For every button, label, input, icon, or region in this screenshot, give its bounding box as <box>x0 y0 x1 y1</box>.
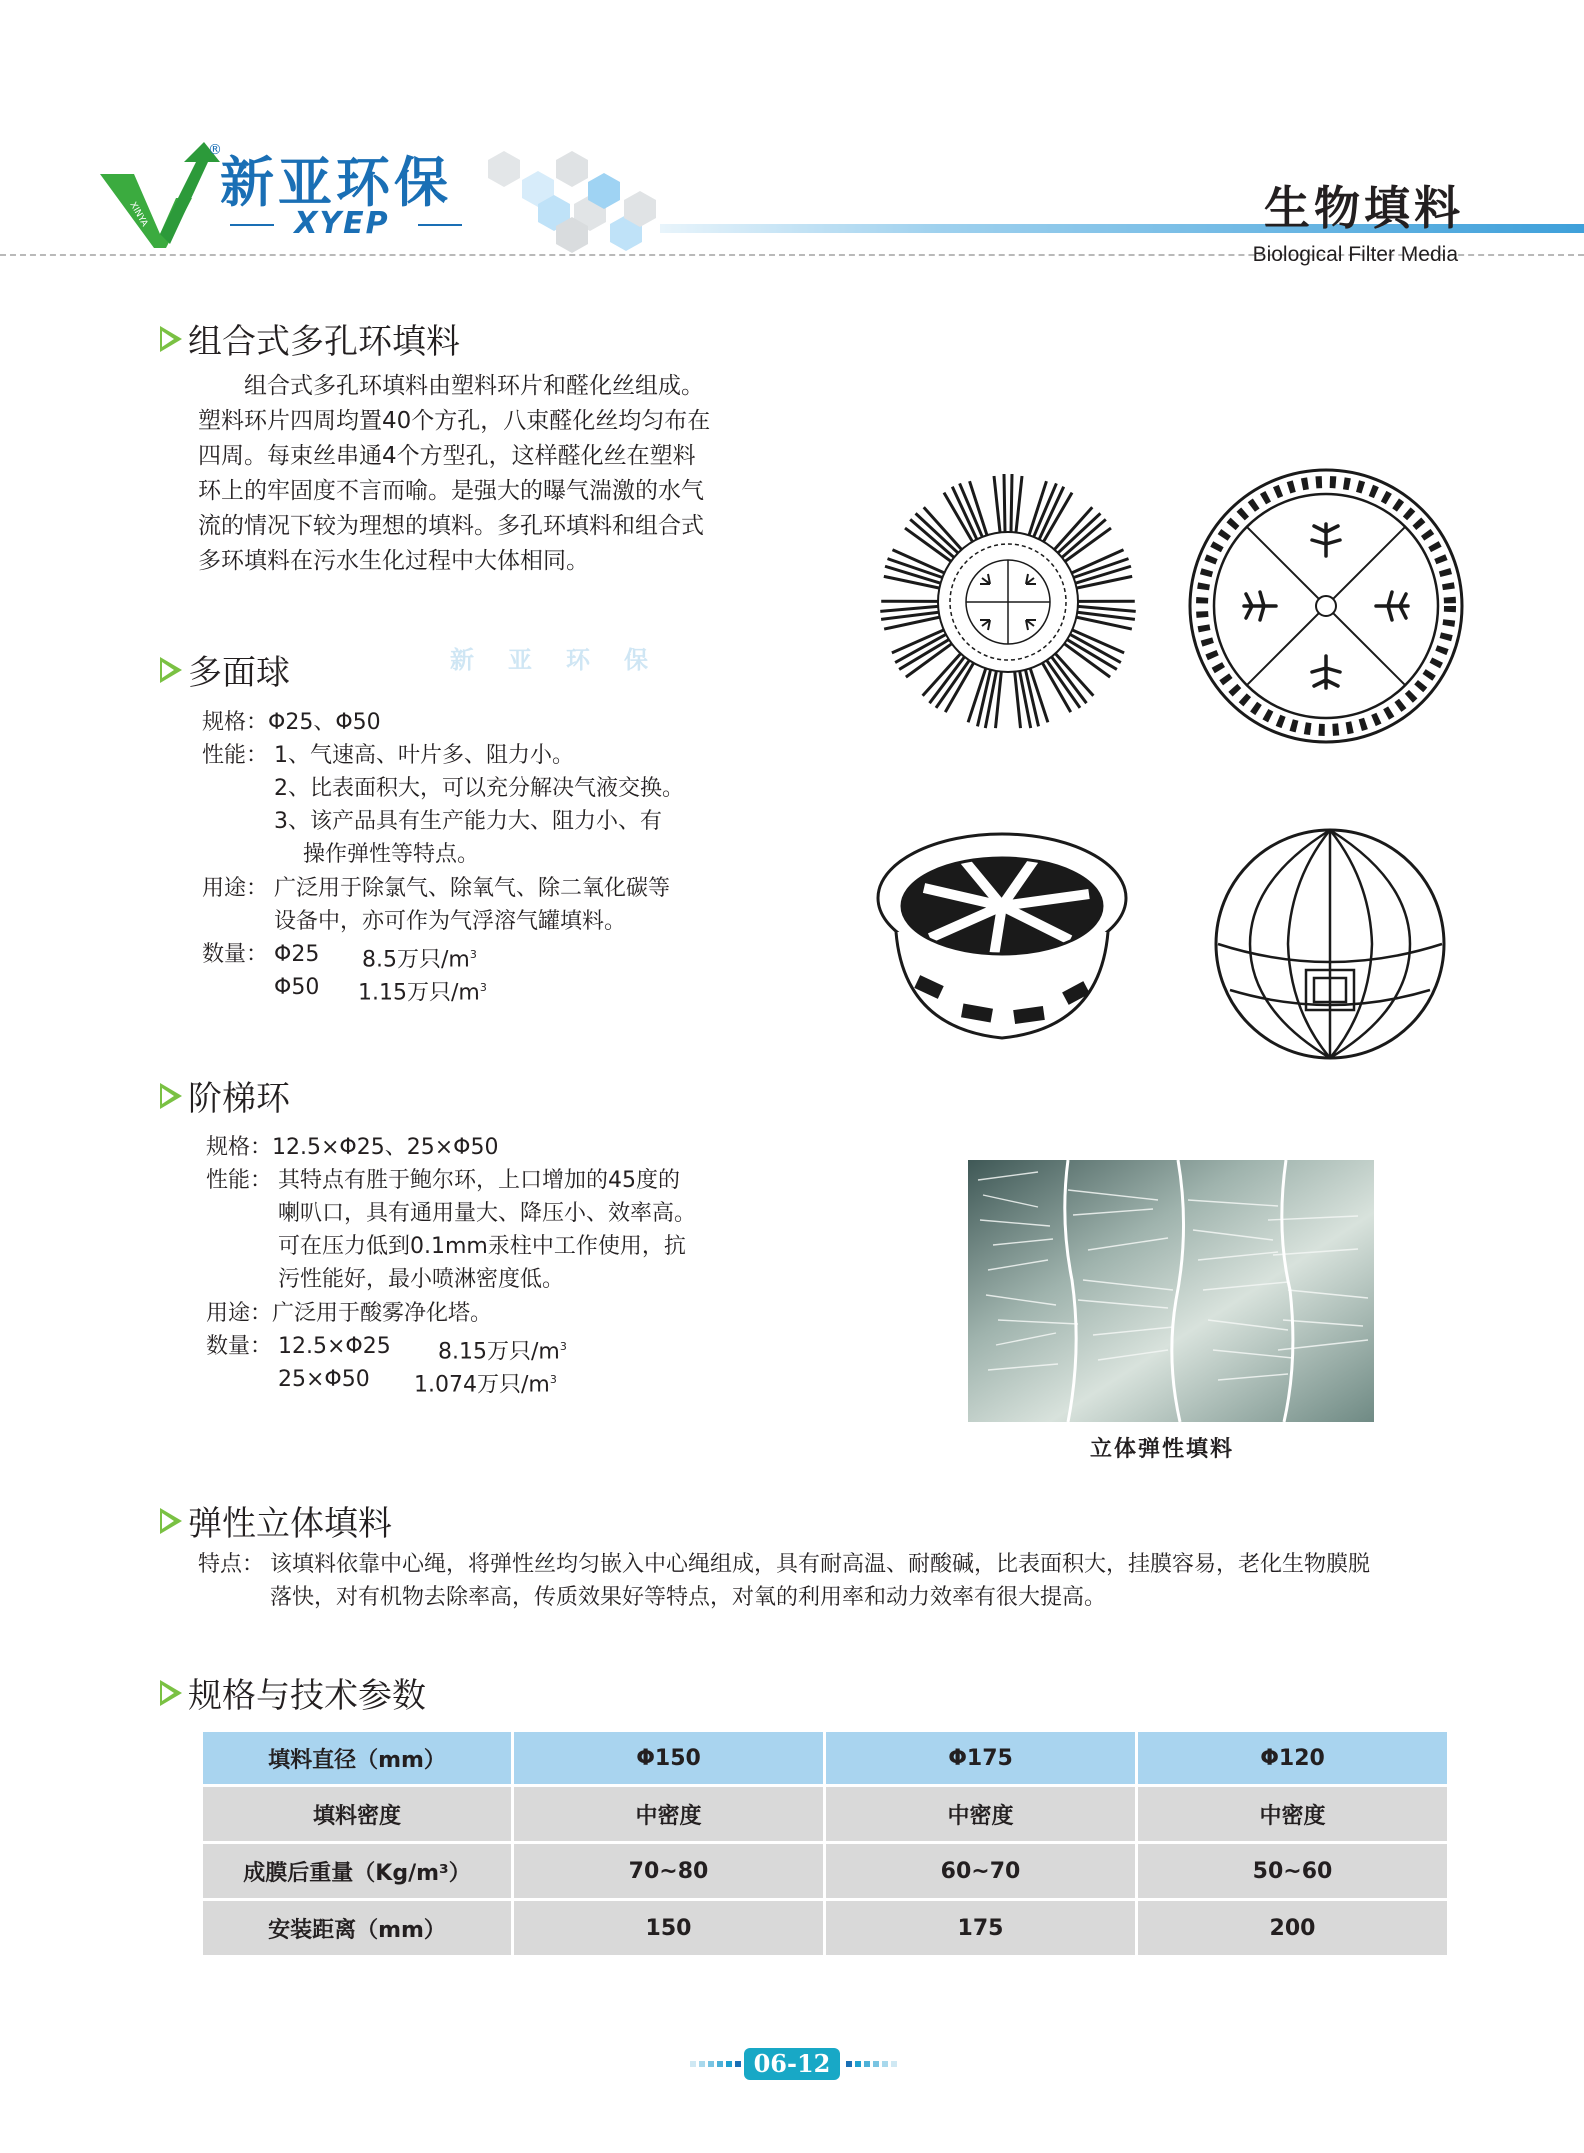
section-heading-step-ring: 阶梯环 <box>160 1071 290 1120</box>
section-heading-multi-hole-ring: 组合式多孔环填料 <box>160 314 460 363</box>
quantity-row: Φ50 1.15万只$/m^3$ <box>274 975 487 1006</box>
quantity-row: 12.5×Φ25 8.15万只$/m^3$ <box>278 1334 567 1365</box>
section-heading-polyhedral-ball: 多面球 <box>160 645 290 694</box>
quantity-label: 数量： <box>202 942 269 967</box>
polyhedral-ball-illustration <box>1210 820 1450 1070</box>
elastic-filler-photo <box>968 1160 1374 1422</box>
hexagon-decoration-icon <box>468 148 678 258</box>
features-label: 特点： <box>198 1552 265 1577</box>
page-number-badge: 06-12 <box>744 2048 840 2080</box>
section-heading-specs: 规格与技术参数 <box>160 1668 426 1717</box>
logo-emblem-icon <box>96 140 226 250</box>
performance-label: 性能： <box>202 743 269 768</box>
table-cell: 150 <box>513 1900 825 1957</box>
table-header-cell: Φ120 <box>1137 1731 1449 1786</box>
table-row <box>202 1900 1449 1957</box>
table-cell: 填料密度 <box>202 1786 513 1843</box>
bullet-triangle-icon <box>160 657 182 683</box>
table-row <box>202 1786 1449 1843</box>
page-title: 生物填料 <box>1264 181 1464 235</box>
table-header-cell: 填料直径（mm） <box>202 1731 513 1786</box>
photo-caption: 立体弹性填料 <box>1090 1437 1235 1462</box>
bullet-triangle-icon <box>160 1508 182 1534</box>
performance-label: 性能： <box>206 1168 273 1193</box>
footer-dots-right-icon <box>846 2060 898 2068</box>
section-heading-elastic-filler: 弹性立体填料 <box>160 1496 392 1545</box>
fiber-ring-illustration <box>878 472 1138 732</box>
multi-hole-ring-description: 组合式多孔环填料由塑料环片和醛化丝组成。 塑料环片四周均置40个方孔，八束醛化丝均匀布在 四周。每束丝串通4个方型孔，这样醛化丝在塑料 环上的牢固度不言而喻。是强大的曝气湍激的水气 流的情况下较为理想的填料。多孔环填料和组合式 多环填料在污水生化过程中大体相同。 <box>198 373 711 574</box>
logo-chinese-name: 新亚环保 <box>220 150 452 214</box>
features-text: 该填料依靠中心绳，将弹性丝均匀嵌入中心绳组成，具有耐高温、耐酸碱，比表面积大，挂膜容易，老化生物膜脱 落快，对有机物去除率高，传质效果好等特点，对氧的利用率和动力效率有很大提高。 <box>270 1552 1371 1610</box>
table-cell: 中密度 <box>825 1786 1137 1843</box>
performance-text: 1、气速高、叶片多、阻力小。 2、比表面积大，可以充分解决气液交换。 3、该产品具有生产能力大、阻力小、有 操作弹性等特点。 <box>274 743 684 867</box>
multi-hole-ring-illustration <box>1186 466 1466 746</box>
svg-text:XINYA: XINYA <box>127 200 150 229</box>
table-cell: 成膜后重量（Kg/m³） <box>202 1843 513 1900</box>
table-cell: 中密度 <box>1137 1786 1449 1843</box>
table-header-cell: Φ175 <box>825 1731 1137 1786</box>
usage-text: 广泛用于除氯气、除氧气、除二氧化碳等 设备中，亦可作为气浮溶气罐填料。 <box>274 876 671 934</box>
bullet-triangle-icon <box>160 1680 182 1706</box>
table-cell: 200 <box>1137 1900 1449 1957</box>
table-row <box>202 1731 1449 1786</box>
table-cell: 安装距离（mm） <box>202 1900 513 1957</box>
performance-text: 其特点有胜于鲍尔环，上口增加的45度的 喇叭口，具有通用量大、降压小、效率高。 可在压力低到0.1mm汞柱中工作使用，抗 污性能好，最小喷淋密度低。 <box>278 1168 697 1292</box>
step-ring-illustration <box>874 828 1130 1064</box>
page-subtitle: Biological Filter Media <box>1252 243 1458 266</box>
table-row <box>202 1843 1449 1900</box>
usage-label: 用途： <box>202 876 269 901</box>
table-cell: 175 <box>825 1900 1137 1957</box>
table-cell: 60~70 <box>825 1843 1137 1900</box>
spec-row: 规格：Φ25、Φ50 <box>202 710 381 735</box>
table-header-cell: Φ150 <box>513 1731 825 1786</box>
quantity-row: 25×Φ50 1.074万只$/m^3$ <box>278 1367 557 1398</box>
bullet-triangle-icon <box>160 1083 182 1109</box>
quantity-label: 数量： <box>206 1334 273 1359</box>
table-cell: 中密度 <box>513 1786 825 1843</box>
usage-row: 用途：广泛用于酸雾净化塔。 <box>206 1301 493 1326</box>
footer-dots-left-icon <box>690 2060 742 2068</box>
table-cell: 70~80 <box>513 1843 825 1900</box>
registered-mark: ® <box>208 142 222 158</box>
spec-table <box>200 1729 1450 1958</box>
table-cell: 50~60 <box>1137 1843 1449 1900</box>
watermark: 新亚环保 <box>450 646 682 674</box>
logo-english-name: XYEP <box>222 206 462 241</box>
spec-row: 规格：12.5×Φ25、25×Φ50 <box>206 1135 499 1160</box>
bullet-triangle-icon <box>160 326 182 352</box>
quantity-row: Φ25 8.5万只$/m^3$ <box>274 942 477 973</box>
